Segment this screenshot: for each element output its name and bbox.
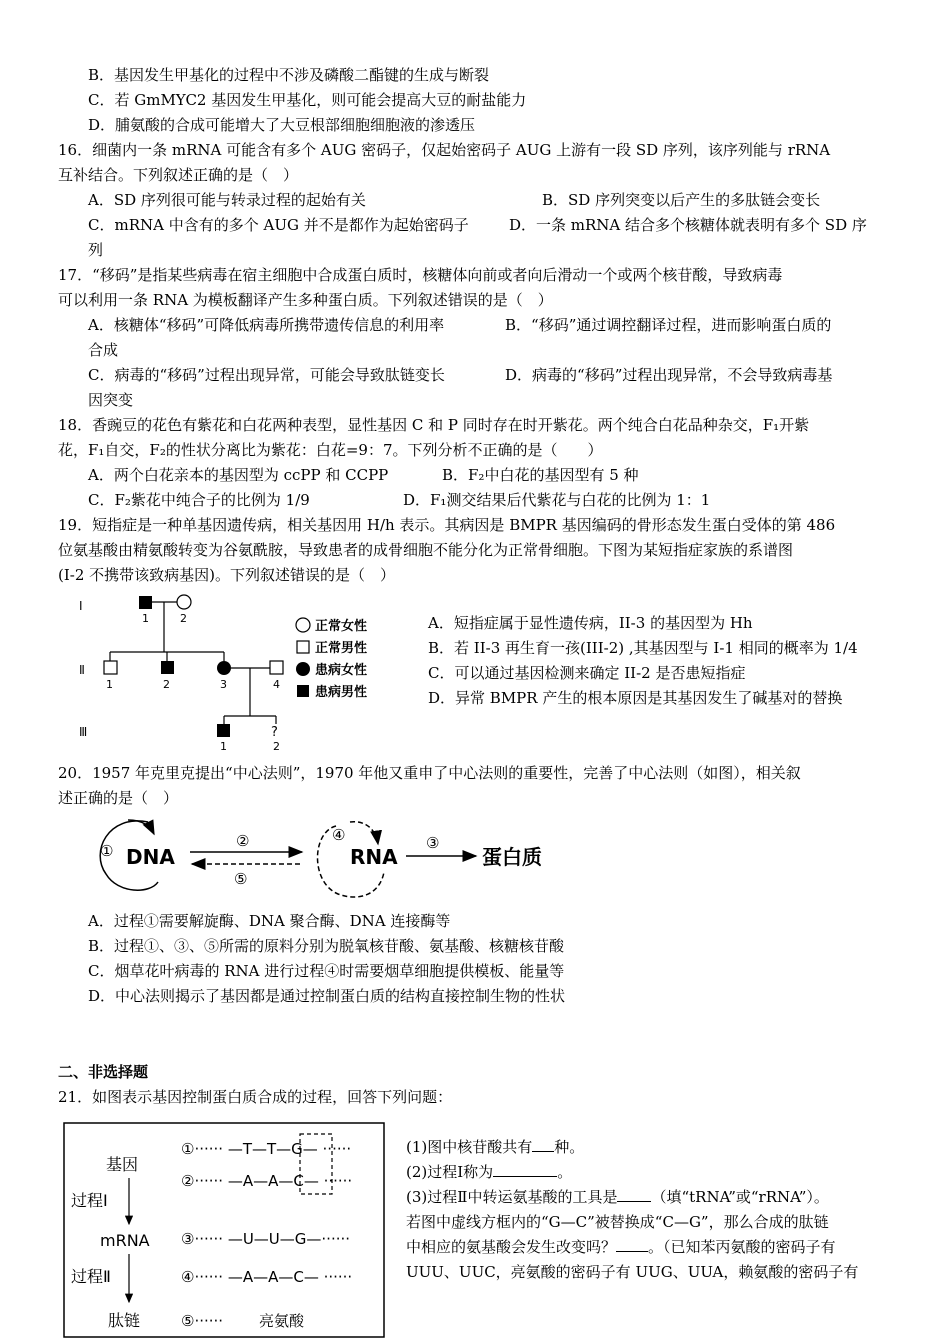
process-4-label: ④ <box>332 826 346 844</box>
legend-normal-male: 正常男性 <box>315 641 368 656</box>
gene-expression-figure <box>63 1122 385 1338</box>
q21-part2: (2)过程Ⅰ称为 。 <box>406 1163 573 1181</box>
legend-normal-female: 正常女性 <box>315 619 368 634</box>
process-1-label: ① <box>100 842 114 860</box>
ped-ii1-normal-male <box>104 661 117 674</box>
protein-label: 蛋白质 <box>482 845 542 869</box>
q17-option-d: D．病毒的“移码”过程出现异常，不会导致病毒基 <box>505 366 833 384</box>
q19-option-a: A．短指症属于显性遗传病，II-3 的基因型为 Hh <box>428 614 753 632</box>
legend-normal-female-icon <box>296 618 310 632</box>
ped-label-iii2: 2 <box>273 740 280 753</box>
legend-normal-male-icon <box>297 641 309 653</box>
q17-option-a: A．核糖体“移码”可降低病毒所携带遗传信息的利用率 <box>88 316 445 334</box>
q19-stem-line3: (I-2 不携带该致病基因)。下列叙述错误的是（ ） <box>58 566 396 584</box>
q20-option-d: D．中心法则揭示了基因都是通过控制蛋白质的结构直接控制生物的性状 <box>88 987 566 1005</box>
fig-peptide-label: 肽链 <box>108 1311 141 1330</box>
q16-option-d: D．一条 mRNA 结合多个核糖体就表明有多个 SD 序 <box>509 216 867 234</box>
q17-option-d-cont: 因突变 <box>88 391 134 409</box>
ped-ii3-affected-female <box>217 661 231 675</box>
fig-row-5: ⑤······ <box>181 1312 224 1330</box>
process-2-label: ② <box>236 832 250 850</box>
q16-stem-line2: 互补结合。下列叙述正确的是（ ） <box>58 166 299 184</box>
q19-option-d: D．异常 BMPR 产生的根本原因是其基因发生了碱基对的替换 <box>428 689 843 707</box>
q21-part1: (1)图中核苷酸共有 种。 <box>406 1138 585 1156</box>
q21-answer-4-blank[interactable] <box>616 1237 648 1252</box>
q18-option-d: D．F₁测交结果后代紫花与白花的比例为 1：1 <box>403 491 711 509</box>
fig-row-4: ④······ —A—A—C— ······ <box>181 1268 353 1286</box>
q19-option-c: C．可以通过基因检测来确定 II-2 是否患短指症 <box>428 664 746 682</box>
q17-option-b: B．“移码”通过调控翻译过程，进而影响蛋白质的 <box>505 316 832 334</box>
gen-label-iii: Ⅲ <box>79 725 88 739</box>
q17-stem-line2: 可以利用一条 RNA 为模板翻译产生多种蛋白质。下列叙述错误的是（ ） <box>58 291 553 309</box>
q17-stem-line1: 17．“移码”是指某些病毒在宿主细胞中合成蛋白质时，核糖体向前或者向后滑动一个或两个核苷酸，导致病毒 <box>58 266 783 284</box>
gen-label-i: Ⅰ <box>79 599 83 613</box>
q21-part3: (3)过程Ⅱ中转运氨基酸的工具是 （填“tRNA”或“rRNA”）。 <box>406 1188 829 1206</box>
central-dogma-diagram <box>88 812 578 907</box>
fig-row-2: ②······ —A—A—C— ······ <box>181 1172 353 1190</box>
gen-label-ii: Ⅱ <box>79 663 85 677</box>
fig-process-2-label: 过程Ⅱ <box>71 1267 111 1286</box>
dna-label: DNA <box>126 845 175 869</box>
q21-part3-line3: 中相应的氨基酸会发生改变吗？ 。（已知苯丙氨酸的密码子有 <box>406 1238 836 1256</box>
q19-stem-line2: 位氨基酸由精氨酸转变为谷氨酰胺，导致患者的成骨细胞不能分化为正常骨细胞。下图为某短指症家族的系谱图 <box>58 541 794 559</box>
fig-row-3: ③······ —U—U—G—······ <box>181 1230 351 1248</box>
ped-label-ii4: 4 <box>273 678 280 691</box>
q18-option-c: C．F₂紫花中纯合子的比例为 1/9 <box>88 491 310 509</box>
fig-row-1: ①······ —T—T—G— ······ <box>181 1140 352 1158</box>
fig-process-1-label: 过程Ⅰ <box>71 1191 108 1210</box>
q18-stem-line1: 18．香豌豆的花色有紫花和白花两种表型，显性基因 C 和 P 同时存在时开紫花。两个纯合白花品种杂交，F₁开紫 <box>58 416 810 434</box>
q16-option-b: B．SD 序列突变以后产生的多肽链会变长 <box>542 191 821 209</box>
q15-option-b: B．基因发生甲基化的过程中不涉及磷酸二酯键的生成与断裂 <box>88 66 490 84</box>
fig-leucine-label: 亮氨酸 <box>259 1312 305 1330</box>
q18-stem-line2: 花，F₁自交，F₂的性状分离比为紫花：白花=9：7。下列分析不正确的是（ ） <box>58 441 603 459</box>
q15-option-d: D．脯氨酸的合成可能增大了大豆根部细胞细胞液的渗透压 <box>88 116 476 134</box>
q21-part3-line4: UUU、UUC，亮氨酸的密码子有 UUG、UUA，赖氨酸的密码子有 <box>406 1263 859 1281</box>
q20-stem-line1: 20．1957 年克里克提出“中心法则”，1970 年他又重申了中心法则的重要性，完善了中心法则（如图），相关叙 <box>58 764 801 782</box>
q21-answer-3-blank[interactable] <box>617 1187 651 1202</box>
q18-option-a: A．两个白花亲本的基因型为 ccPP 和 CCPP <box>88 466 389 484</box>
fig-mrna-label: mRNA <box>100 1231 150 1250</box>
q16-option-c: C．mRNA 中含有的多个 AUG 并不是都作为起始密码子 <box>88 216 469 234</box>
process-5-label: ⑤ <box>234 870 248 888</box>
q17-option-b-cont: 合成 <box>88 341 119 359</box>
q19-option-b: B．若 II-3 再生育一孩(III-2) ,其基因型与 I-1 相同的概率为 1/4 <box>428 639 858 657</box>
q21-answer-2-blank[interactable] <box>493 1162 557 1177</box>
q16-stem-line1: 16．细菌内一条 mRNA 可能含有多个 AUG 密码子，仅起始密码子 AUG 上游有一段 SD 序列，该序列能与 rRNA <box>58 141 831 159</box>
q20-option-c: C．烟草花叶病毒的 RNA 进行过程④时需要烟草细胞提供模板、能量等 <box>88 962 565 980</box>
ped-label-ii2: 2 <box>163 678 170 691</box>
ped-label-ii3: 3 <box>220 678 227 691</box>
ped-i2-normal-female <box>177 595 191 609</box>
q18-option-b: B．F₂中白花的基因型有 5 种 <box>442 466 639 484</box>
legend-affected-female: 患病女性 <box>315 663 368 678</box>
q17-option-c: C．病毒的“移码”过程出现异常，可能会导致肽链变长 <box>88 366 445 384</box>
q20-option-a: A．过程①需要解旋酶、DNA 聚合酶、DNA 连接酶等 <box>88 912 451 930</box>
legend-affected-female-icon <box>296 662 310 676</box>
ped-label-i2: 2 <box>180 612 187 625</box>
q21-stem: 21．如图表示基因控制蛋白质合成的过程，回答下列问题： <box>58 1088 453 1106</box>
q20-option-b: B．过程①、③、⑤所需的原料分别为脱氧核苷酸、氨基酸、核糖核苷酸 <box>88 937 565 955</box>
ped-label-i1: 1 <box>142 612 149 625</box>
process-3-label: ③ <box>426 834 440 852</box>
ped-label-iii1: 1 <box>220 740 227 753</box>
q21-part3-line2: 若图中虚线方框内的“G—C”被替换成“C—G”，那么合成的肽链 <box>406 1213 829 1231</box>
q16-option-a: A．SD 序列很可能与转录过程的起始有关 <box>88 191 366 209</box>
legend-affected-male: 患病男性 <box>315 685 368 700</box>
q15-option-c: C．若 GmMYC2 基因发生甲基化，则可能会提高大豆的耐盐能力 <box>88 91 527 109</box>
pedigree-chart <box>72 588 392 760</box>
ped-label-ii1: 1 <box>106 678 113 691</box>
ped-ii2-affected-male <box>161 661 174 674</box>
q16-option-d-cont: 列 <box>88 241 104 259</box>
rna-label: RNA <box>350 845 398 869</box>
section-2-title: 二、非选择题 <box>58 1063 149 1081</box>
q19-stem-line1: 19．短指症是一种单基因遗传病，相关基因用 H/h 表示。其病因是 BMPR 基因编码的骨形态发生蛋白受体的第 486 <box>58 516 836 534</box>
legend-affected-male-icon <box>297 685 309 697</box>
q20-stem-line2: 述正确的是（ ） <box>58 789 179 807</box>
ped-i1-affected-male <box>139 596 152 609</box>
ped-iii2-unknown: ? <box>271 725 278 740</box>
ped-iii1-affected-male <box>217 724 230 737</box>
fig-gene-label: 基因 <box>106 1155 139 1174</box>
q21-answer-1-blank[interactable] <box>532 1137 554 1152</box>
ped-ii4-normal-male <box>270 661 283 674</box>
